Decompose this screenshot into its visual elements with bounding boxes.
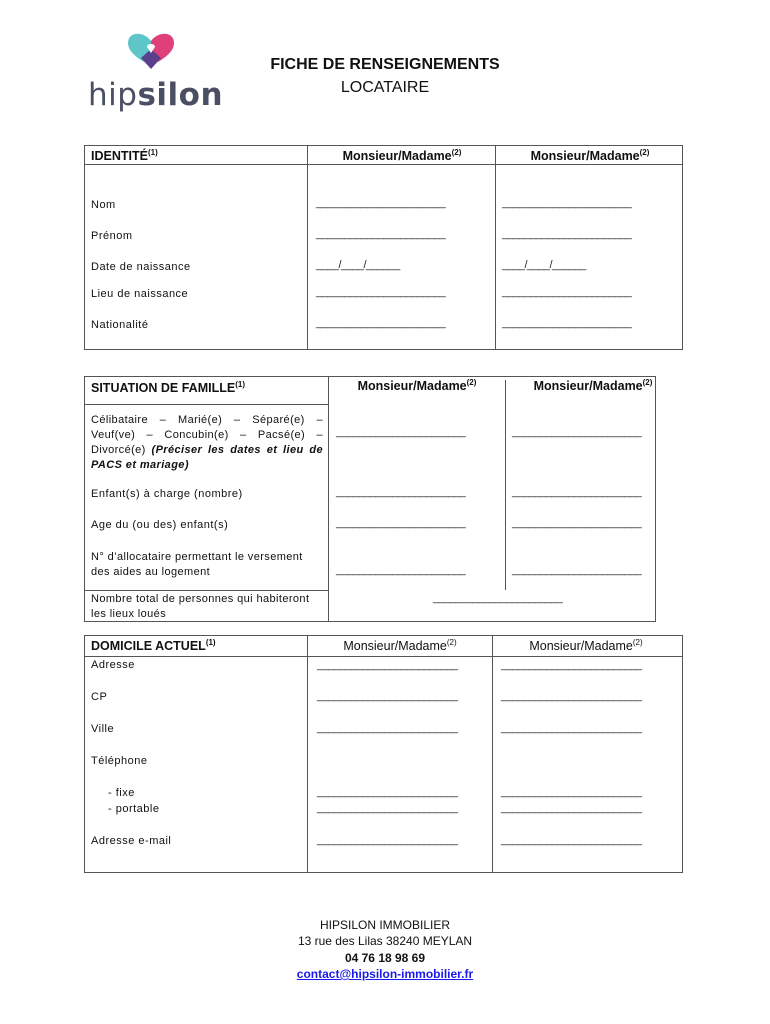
- lieu-naissance-field-2[interactable]: _______________________: [502, 286, 632, 298]
- label-lieu-naissance: Lieu de naissance: [91, 288, 189, 300]
- label-nationalite: Nationalité: [91, 319, 149, 331]
- allocataire-field-1[interactable]: _______________________: [336, 564, 466, 576]
- identite-heading: IDENTITÉ$^{(1)}$: [91, 148, 158, 164]
- famille-col1-header: Monsieur/Madame$^{(2)}$: [357, 378, 477, 394]
- adresse-field-2[interactable]: _________________________: [501, 659, 642, 671]
- lieu-naissance-field-1[interactable]: _______________________: [316, 286, 446, 298]
- page-title: FICHE DE RENSEIGNEMENTS: [270, 56, 500, 73]
- enfants-charge-field-1[interactable]: _______________________: [336, 486, 466, 498]
- label-nom: Nom: [91, 199, 116, 211]
- email-field-1[interactable]: _________________________: [317, 834, 458, 846]
- domicile-col2-header: Monsieur/Madame$^{(2)}$: [529, 638, 643, 654]
- domicile-col1-header: Monsieur/Madame$^{(2)}$: [343, 638, 457, 654]
- identite-col2-header: Monsieur/Madame$^{(2)}$: [530, 148, 650, 164]
- label-age-enfants: Age du (ou des) enfant(s): [91, 519, 229, 531]
- divider: [84, 164, 682, 165]
- label-adresse: Adresse: [91, 659, 135, 671]
- total-personnes-field[interactable]: _______________________: [433, 592, 563, 604]
- divider: [495, 145, 496, 349]
- cp-field-2[interactable]: _________________________: [501, 690, 642, 702]
- prenom-field-2[interactable]: _______________________: [502, 228, 632, 240]
- label-cp: CP: [91, 691, 108, 703]
- situation-field-2[interactable]: _______________________: [512, 426, 642, 438]
- divider: [492, 635, 493, 872]
- footer-phone: 04 76 18 98 69: [344, 951, 426, 965]
- logo-icon: [124, 31, 178, 71]
- footer-address: 13 rue des Lilas 38240 MEYLAN: [297, 934, 473, 948]
- fixe-field-1[interactable]: _________________________: [317, 786, 458, 798]
- divider: [505, 380, 506, 590]
- date-naissance-field-1[interactable]: ____/____/______: [316, 259, 400, 271]
- divider: [84, 404, 329, 405]
- label-date-naissance: Date de naissance: [91, 261, 191, 273]
- nom-field-1[interactable]: _______________________: [316, 197, 446, 209]
- divider: [84, 590, 329, 591]
- age-enfants-field-2[interactable]: _______________________: [512, 517, 642, 529]
- divider: [307, 635, 308, 872]
- portable-field-2[interactable]: _________________________: [501, 802, 642, 814]
- allocataire-field-2[interactable]: _______________________: [512, 564, 642, 576]
- age-enfants-field-1[interactable]: _______________________: [336, 517, 466, 529]
- fixe-field-2[interactable]: _________________________: [501, 786, 642, 798]
- ville-field-1[interactable]: _________________________: [317, 722, 458, 734]
- ville-field-2[interactable]: _________________________: [501, 722, 642, 734]
- label-allocataire: N° d’allocataire permettant le versement des aides au logement: [91, 551, 303, 578]
- label-situation: Célibataire – Marié(e) – Séparé(e) – Veuf(ve) – Concubin(e) – Pacsé(e) – Divorcé(e) (Préciser les dates et lieu de PACS et mariage): [91, 414, 323, 471]
- label-ville: Ville: [91, 723, 115, 735]
- nationalite-field-2[interactable]: _______________________: [502, 317, 632, 329]
- label-total-personnes: Nombre total de personnes qui habiteront les lieux loués: [91, 593, 310, 620]
- portable-field-1[interactable]: _________________________: [317, 802, 458, 814]
- date-naissance-field-2[interactable]: ____/____/______: [502, 259, 586, 271]
- label-portable: - portable: [108, 803, 160, 815]
- situation-field-1[interactable]: _______________________: [336, 426, 466, 438]
- logo-text: hipsilon: [88, 77, 224, 113]
- famille-col2-header: Monsieur/Madame$^{(2)}$: [533, 378, 653, 394]
- footer-email-link[interactable]: contact@hipsilon-immobilier.fr: [296, 967, 474, 981]
- identite-col1-header: Monsieur/Madame$^{(2)}$: [342, 148, 462, 164]
- prenom-field-1[interactable]: _______________________: [316, 228, 446, 240]
- nom-field-2[interactable]: _______________________: [502, 197, 632, 209]
- adresse-field-1[interactable]: _________________________: [317, 659, 458, 671]
- label-telephone: Téléphone: [91, 755, 148, 767]
- footer-company: HIPSILON IMMOBILIER: [319, 918, 451, 932]
- label-prenom: Prénom: [91, 230, 133, 242]
- label-enfants-charge: Enfant(s) à charge (nombre): [91, 488, 243, 500]
- nationalite-field-1[interactable]: _______________________: [316, 317, 446, 329]
- label-fixe: - fixe: [108, 787, 135, 799]
- cp-field-1[interactable]: _________________________: [317, 690, 458, 702]
- enfants-charge-field-2[interactable]: _______________________: [512, 486, 642, 498]
- divider: [84, 656, 682, 657]
- page-subtitle: LOCATAIRE: [340, 79, 430, 96]
- divider: [307, 145, 308, 349]
- email-field-2[interactable]: _________________________: [501, 834, 642, 846]
- famille-heading: SITUATION DE FAMILLE$^{(1)}$: [91, 380, 245, 396]
- domicile-heading: DOMICILE ACTUEL$^{(1)}$: [91, 638, 216, 654]
- label-email: Adresse e-mail: [91, 835, 172, 847]
- divider: [328, 376, 329, 621]
